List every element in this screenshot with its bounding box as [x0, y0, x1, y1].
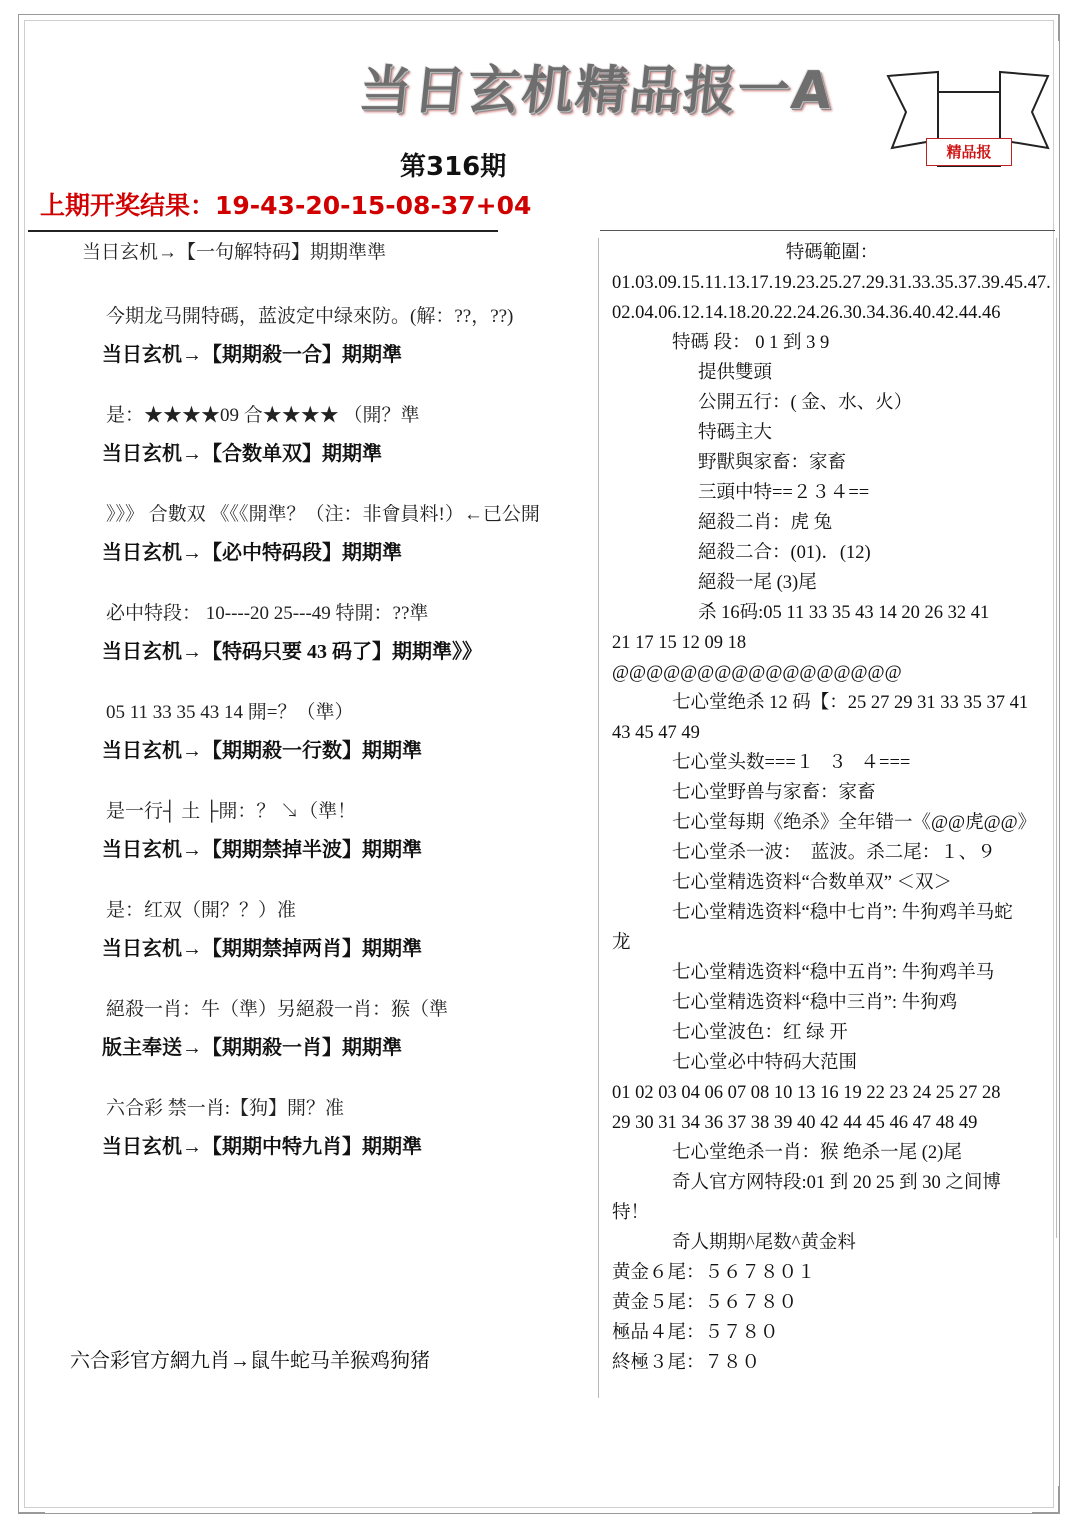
info-line: 43 45 47 49 [612, 723, 700, 743]
info-line: @@@@@@@@@@@@@@@@@ [612, 663, 902, 683]
info-line: 七心堂精选资料“合数单双” ＜双＞ [672, 873, 953, 893]
forecast-block [36, 995, 581, 1060]
forecast-block [36, 1094, 581, 1159]
corner-ornament-bottom-left [18, 1486, 45, 1513]
forecast-hint: 六合彩 禁一肖:【狗】開？准 [106, 1098, 345, 1119]
left-column [36, 238, 581, 1193]
right-column [612, 238, 1052, 1378]
forecast-block [36, 698, 581, 763]
info-line: 七心堂波色：红 绿 开 [672, 1023, 848, 1043]
forecast-title: 版主奉送→【期期殺一肖】期期準 [102, 1037, 402, 1059]
info-line: 七心堂精选资料“稳中五肖”: 牛狗鸡羊马 [672, 963, 995, 983]
info-line: 龙 [612, 933, 631, 953]
forecast-hint: 絕殺一肖：牛（準）另絕殺一肖：猴（準 [106, 999, 449, 1020]
info-line: 特碼主大 [698, 423, 773, 443]
info-line: 七心堂头数===１ ３ ４=== [672, 753, 911, 773]
info-line: 杀 16码:05 11 33 35 43 14 20 26 32 41 [698, 603, 990, 623]
info-line: 絕殺一尾 (3)尾 [698, 573, 817, 593]
masthead [356, 48, 880, 121]
divider-left [28, 230, 498, 232]
info-line: 三頭中特==２３４== [698, 483, 870, 503]
forecast-block [36, 797, 581, 862]
info-line: 黄金６尾：５６７８０１ [612, 1263, 816, 1283]
info-line: 奇人期期^尾数^黄金料 [672, 1233, 856, 1253]
forecast-hint: 》》》 合數双 《《《開準？（注：非會員料!）←已公開 [106, 504, 540, 525]
info-line: 29 30 31 34 36 37 38 39 40 42 44 45 46 47 48 49 [612, 1113, 978, 1133]
info-line: 野獸與家畜：家畜 [698, 453, 847, 473]
forecast-hint: 今期龙马開特碼，蓝波定中绿來防。(解：??，??) [106, 306, 514, 327]
issue-number: 第316期 [400, 152, 507, 182]
forecast-title: 当日玄机→【期期殺一合】期期準 [102, 344, 402, 366]
forecast-hint: 当日玄机→【一句解特码】期期準準 [82, 242, 387, 263]
info-line: 七心堂绝杀 12 码【：25 27 29 31 33 35 37 41 [672, 693, 1029, 713]
forecast-block [36, 896, 581, 961]
forecast-hint: 是一行┤ 土 ├開：？ ↘（準！ [106, 801, 357, 822]
info-line: 01.03.09.15.11.13.17.19.23.25.27.29.31.33.35.37.39.45.47. [612, 273, 1051, 293]
info-line: 特碼範圍： [785, 243, 879, 263]
info-line: 21 17 15 12 09 18 [612, 633, 747, 653]
info-line: 七心堂杀一波： 蓝波。杀二尾：１、９ [672, 843, 996, 863]
info-line: 絕殺二合：(01)．(12) [698, 543, 871, 563]
forecast-block [36, 401, 581, 466]
info-line: 終極３尾：７８０ [612, 1353, 761, 1373]
forecast-block [36, 500, 581, 565]
ribbon-banner-icon [882, 66, 1054, 186]
forecast-title: 当日玄机→【期期殺一行数】期期準 [102, 740, 422, 762]
ribbon-badge: 精品报 [926, 138, 1012, 166]
info-line: 提供雙頭 [698, 363, 773, 383]
info-line: 公開五行：( 金、水、火） [698, 393, 913, 413]
forecast-title: 当日玄机→【特码只要 43 码了】期期準》》 [102, 641, 482, 663]
forecast-title: 当日玄机→【必中特码段】期期準 [102, 542, 402, 564]
info-line: 特碼 段： 0 1 到 3 9 [672, 333, 830, 353]
column-separator [598, 238, 599, 1398]
info-line: 七心堂野兽与家畜：家畜 [672, 783, 876, 803]
forecast-title: 当日玄机→【期期禁掉半波】期期準 [102, 839, 422, 861]
forecast-block [36, 238, 581, 268]
masthead-title: 当日玄机精品报一A [356, 61, 837, 121]
info-line: 極品４尾：５７８０ [612, 1323, 779, 1343]
forecast-block [36, 302, 581, 367]
last-draw-result: 上期开奖结果：19-43-20-15-08-37+04 [40, 191, 532, 220]
info-line: 02.04.06.12.14.18.20.22.24.26.30.34.36.40.42.44.46 [612, 303, 1001, 323]
info-line: 01 02 03 04 06 07 08 10 13 16 19 22 23 24 25 27 28 [612, 1083, 1001, 1103]
forecast-title: 当日玄机→【期期禁掉两肖】期期準 [102, 938, 422, 960]
info-line: 七心堂绝杀一肖：猴 绝杀一尾 (2)尾 [672, 1143, 962, 1163]
info-line: 七心堂精选资料“稳中三肖”: 牛狗鸡 [672, 993, 958, 1013]
forecast-hint: 是：★★★★09 合★★★★ （開？準 [106, 405, 420, 426]
forecast-hint: 必中特段： 10----20 25---49 特開：??準 [106, 603, 429, 624]
corner-ornament-bottom-right [1032, 1486, 1059, 1513]
forecast-title: 当日玄机→【合数单双】期期準 [102, 443, 382, 465]
forecast-title: 当日玄机→【期期中特九肖】期期準 [102, 1136, 422, 1158]
divider-right [600, 230, 1055, 231]
info-line: 絕殺二肖：虎 兔 [698, 513, 833, 533]
corner-ornament-top-left [18, 14, 45, 41]
info-line: 七心堂必中特码大范围 [672, 1053, 858, 1073]
forecast-block [36, 599, 581, 664]
info-line: 七心堂精选资料“稳中七肖”: 牛狗鸡羊马蛇 [672, 903, 1013, 923]
forecast-hint: 是：红双（開？？）准 [106, 900, 297, 921]
left-column-footer: 六合彩官方網九肖→鼠牛蛇马羊猴鸡狗猪 [70, 1350, 430, 1372]
forecast-hint: 05 11 33 35 43 14 開=？（準） [106, 702, 354, 723]
info-line: 七心堂每期《绝杀》全年错一《@@虎@@》 [672, 813, 1037, 833]
info-line: 奇人官方网特段:01 到 20 25 到 30 之间博 [672, 1173, 1001, 1193]
right-margin-rule [1056, 238, 1057, 1238]
info-line: 黄金５尾：５６７８０ [612, 1293, 798, 1313]
corner-ornament-top-right [1032, 14, 1059, 41]
info-line: 特！ [612, 1203, 650, 1223]
